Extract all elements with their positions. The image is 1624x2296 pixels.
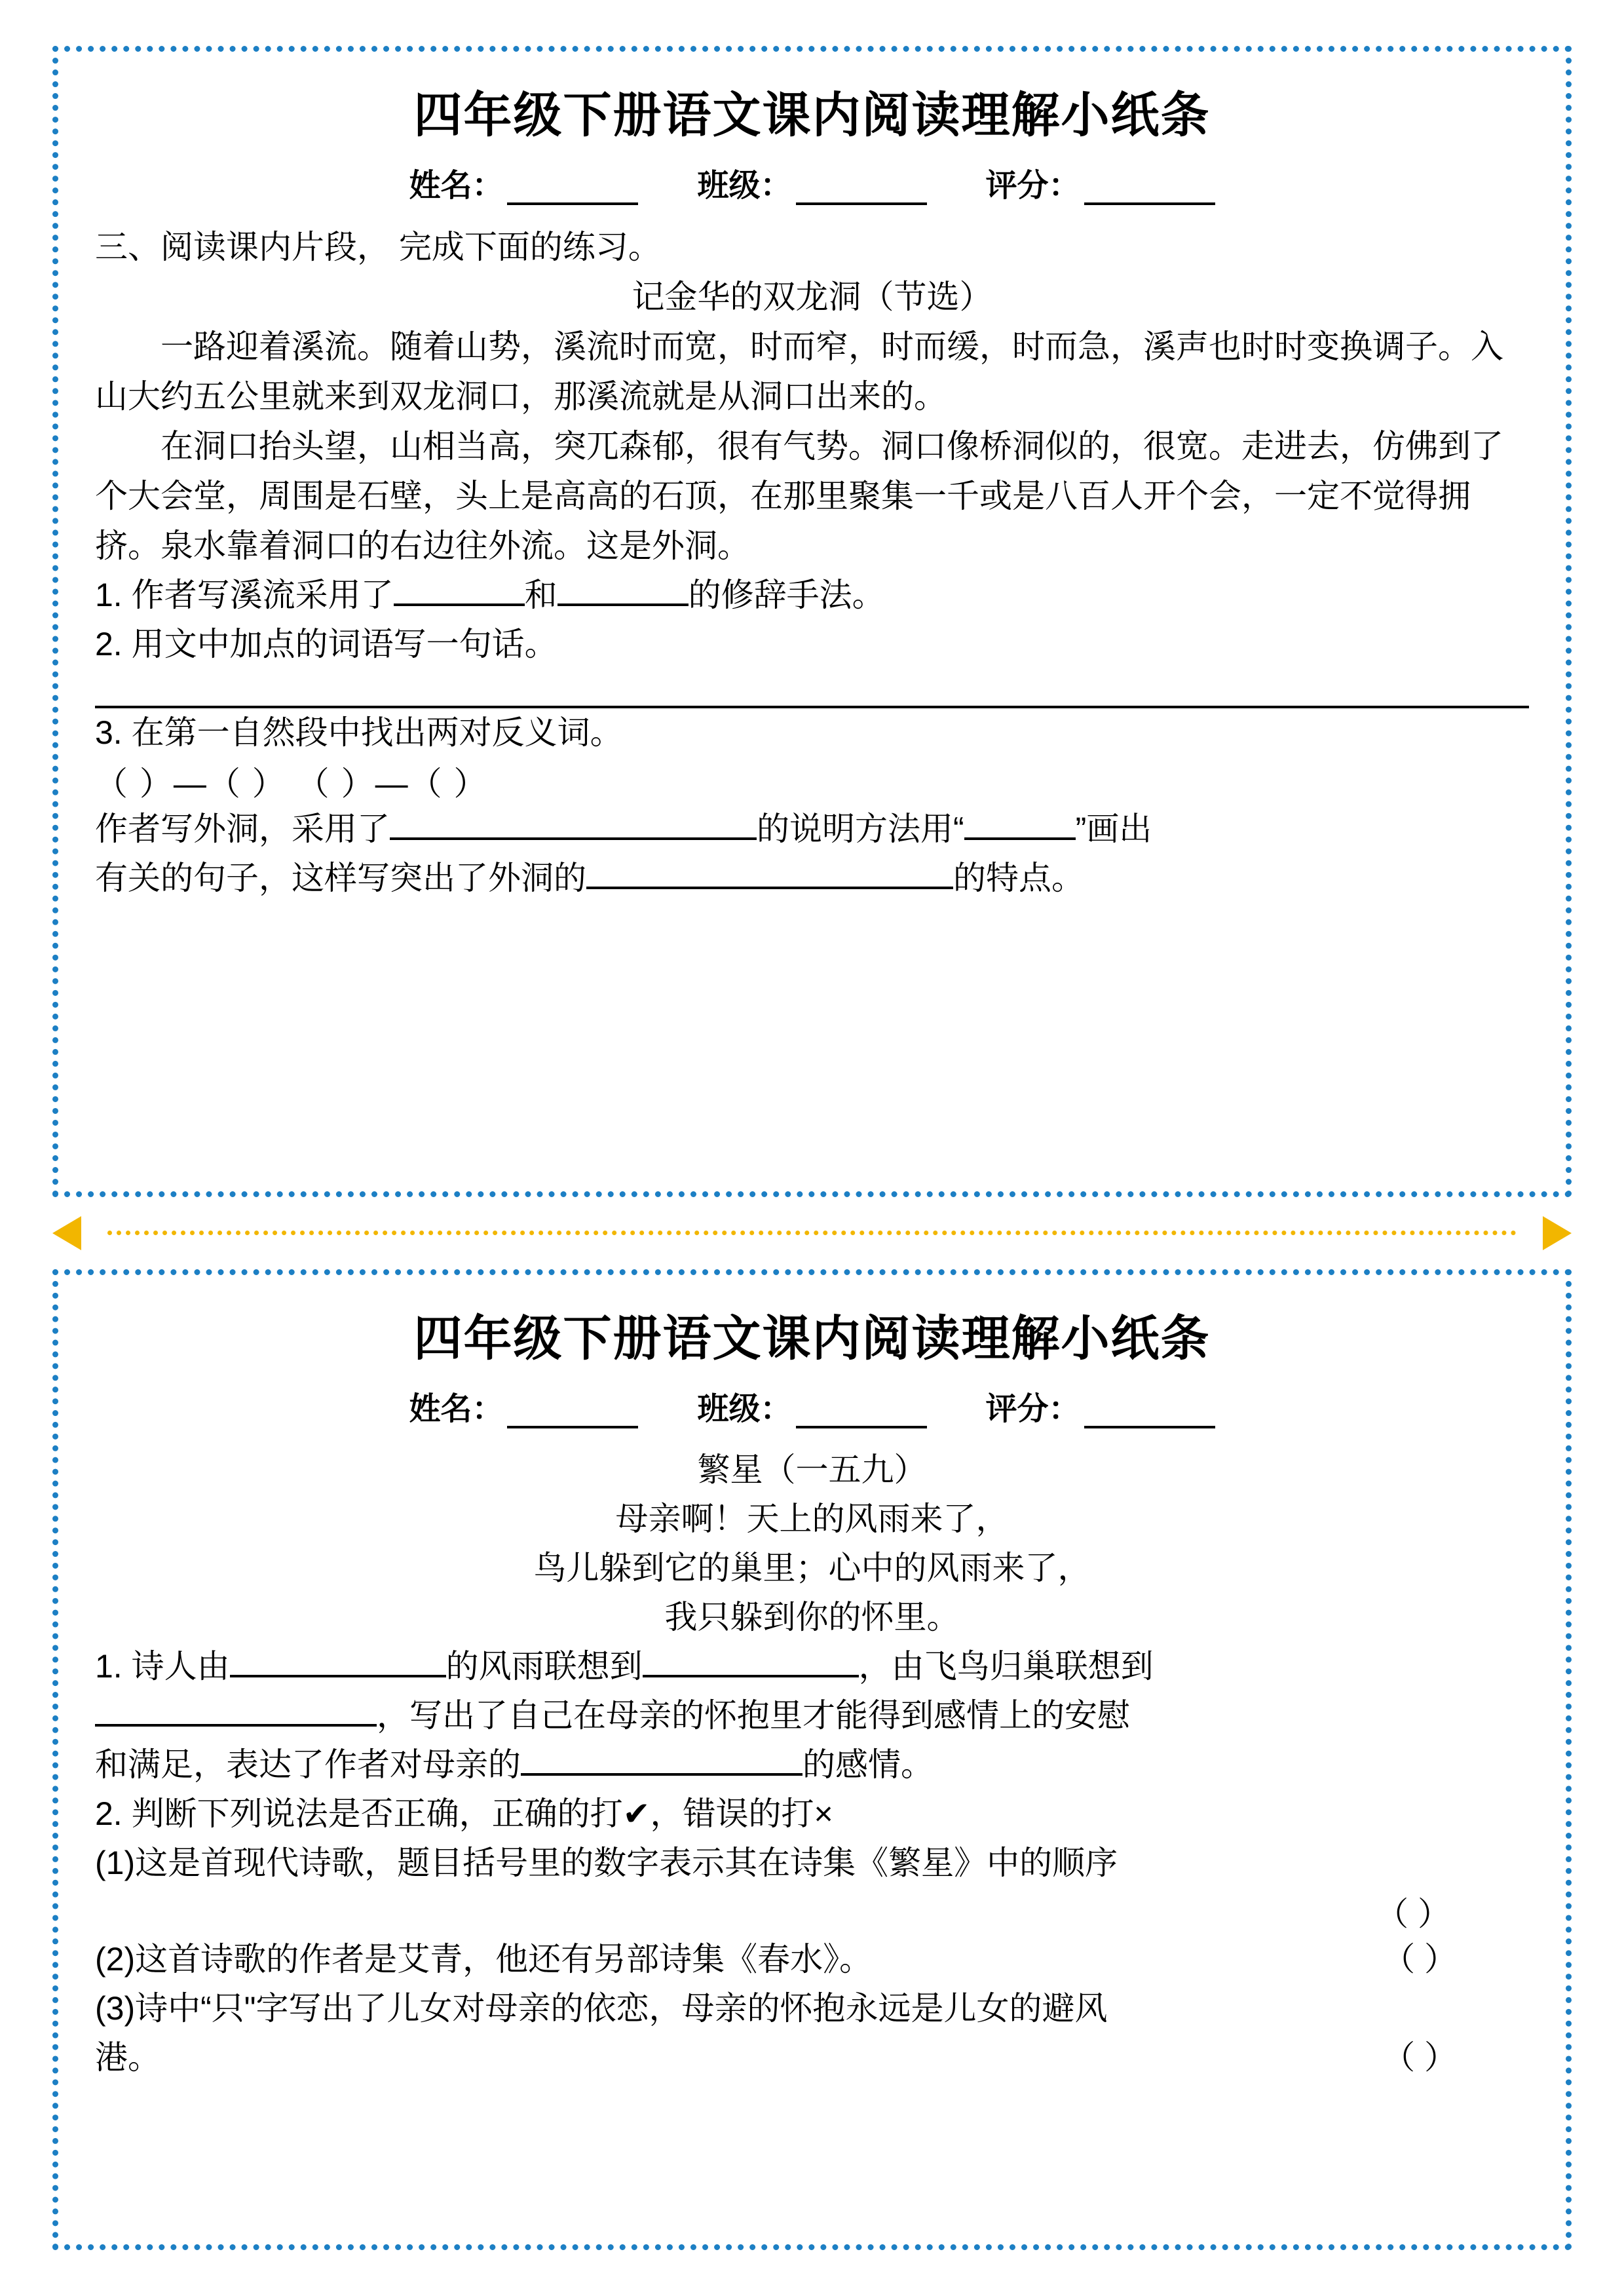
q2-1-text-f: 的感情。 (803, 1746, 934, 1783)
student-meta-row-2 (95, 1383, 1529, 1428)
score-label-2: 评分： (985, 1391, 1080, 1426)
arrow-right-icon (1543, 1216, 1572, 1250)
page-title-2: 四年级下册语文课内阅读理解小纸条 (413, 1311, 1211, 1366)
poem-line-3: 我只躲到你的怀里。 (664, 1598, 960, 1636)
answer-line-1-2[interactable] (95, 669, 1529, 708)
score-field-1[interactable] (986, 160, 1215, 205)
question-2-1-line-b (95, 1691, 1529, 1740)
tf-item-1: (1)这是首现代诗歌，题目括号里的数字表示其在诗集《繁星》中的顺序 (95, 1844, 1118, 1881)
q1-blank-2[interactable] (557, 575, 689, 606)
worksheet-card-1 (52, 46, 1572, 1197)
q1-text-c: 的修辞手法。 (688, 577, 885, 614)
question-2-1-line-c (95, 1740, 1529, 1789)
poem-line-2: 鸟儿躲到它的巢里；心中的风雨来了， (533, 1549, 1091, 1586)
q1-blank-1[interactable] (394, 575, 525, 606)
class-label-1: 班级： (697, 168, 792, 204)
tf-paren-1[interactable]: （ ） (1376, 1895, 1450, 1932)
tf-item-3: (3)诗中“只"字写出了儿女对母亲的依恋，母亲的怀抱永远是儿女的避风 (95, 1989, 1108, 2027)
score-label-1: 评分： (985, 168, 1080, 204)
tf-item-2: (2)这首诗歌的作者是艾青，他还有另部诗集《春水》。 (95, 1940, 873, 1978)
q4-text-d: 有关的句子，这样写突出了外洞的 (95, 860, 586, 897)
passage-paragraph-1: 一路迎着溪流。随着山势，溪流时而宽，时而窄，时而缓，时而急，溪声也时时变换调子。入山大约五公里就来到双龙洞口，那溪流就是从洞口出来的。 (95, 328, 1503, 415)
score-blank-2[interactable] (1084, 1397, 1215, 1428)
name-blank-2[interactable] (507, 1397, 638, 1428)
q2-1-text-c: ，由飞鸟归巢联想到 (858, 1647, 1154, 1685)
tf-paren-3[interactable]: （ ） (1382, 2038, 1457, 2076)
question-1-1 (95, 571, 1529, 620)
worksheet-card-2 (52, 1269, 1572, 2250)
name-label-1: 姓名： (409, 168, 504, 204)
poem-line-1: 母亲啊！天上的风雨来了， (615, 1500, 1009, 1537)
question-1-4-line-b (95, 854, 1529, 903)
arrow-left-icon (52, 1216, 81, 1250)
q4-text-e: 的特点。 (953, 860, 1084, 897)
q2-1-blank-1[interactable] (230, 1646, 446, 1677)
class-label-2: 班级： (697, 1391, 792, 1426)
q2-1-blank-2[interactable] (643, 1646, 859, 1677)
divider-dotted-line (107, 1231, 1517, 1235)
question-2-1-line-a (95, 1642, 1529, 1691)
q4-blank-1[interactable] (390, 809, 757, 840)
passage-paragraph-2: 在洞口抬头望，山相当高，突兀森郁，很有气势。洞口像桥洞似的，很宽。走进去，仿佛到了个大会堂，周围是石壁，头上是高高的石顶，在那里聚集一千或是八百人开个会，一定不觉得拥挤。泉水靠着洞口的右边往外流。这是外洞。 (95, 428, 1503, 565)
antonym-parens-row[interactable]: （ ）—（ ） （ ）—（ ） (95, 765, 488, 803)
tf-item-3-tail: 港。 (95, 2038, 161, 2076)
tf-item-2-row (95, 1935, 1529, 1984)
question-1-3: 3. 在第一自然段中找出两对反义词。 (95, 714, 623, 752)
q4-blank-2[interactable] (964, 809, 1076, 840)
tf-item-3-tail-row (95, 2033, 1529, 2082)
name-field-2[interactable] (409, 1383, 638, 1428)
question-1-4-line-a (95, 805, 1529, 854)
question-1-2: 2. 用文中加点的词语写一句话。 (95, 626, 557, 663)
poem-title: 繁星（一五九） (697, 1451, 927, 1488)
class-field-1[interactable] (697, 160, 926, 205)
q2-1-text-e: 和满足，表达了作者对母亲的 (95, 1746, 521, 1783)
class-blank-2[interactable] (796, 1397, 927, 1428)
class-field-2[interactable] (697, 1383, 926, 1428)
tf-paren-2[interactable]: （ ） (1382, 1940, 1457, 1978)
score-field-2[interactable] (986, 1383, 1215, 1428)
passage-title-1: 记金华的双龙洞（节选） (632, 278, 992, 316)
q4-text-c: ”画出 (1075, 811, 1152, 848)
page-title-1: 四年级下册语文课内阅读理解小纸条 (413, 88, 1211, 142)
q4-blank-3[interactable] (586, 858, 953, 889)
q2-1-text-d: ，写出了自己在母亲的怀抱里才能得到感情上的安慰 (377, 1696, 1130, 1734)
q2-1-text-a: 1. 诗人由 (95, 1647, 230, 1685)
name-label-2: 姓名： (409, 1391, 504, 1426)
name-field-1[interactable] (409, 160, 638, 205)
q2-1-blank-3[interactable] (95, 1695, 377, 1727)
q4-text-a: 作者写外洞，采用了 (95, 811, 390, 848)
name-blank-1[interactable] (507, 174, 638, 205)
student-meta-row-1 (95, 160, 1529, 205)
section-heading-1: 三、阅读课内片段， 完成下面的练习。 (95, 229, 661, 266)
class-blank-1[interactable] (796, 174, 927, 205)
q4-text-b: 的说明方法用“ (757, 811, 964, 848)
section-divider (52, 1197, 1572, 1269)
q1-text-a: 1. 作者写溪流采用了 (95, 577, 394, 614)
question-2-2: 2. 判断下列说法是否正确，正确的打✔，错误的打× (95, 1795, 833, 1832)
q2-1-blank-4[interactable] (521, 1744, 803, 1776)
score-blank-1[interactable] (1084, 174, 1215, 205)
q1-text-b: 和 (524, 577, 557, 614)
q2-1-text-b: 的风雨联想到 (445, 1647, 643, 1685)
